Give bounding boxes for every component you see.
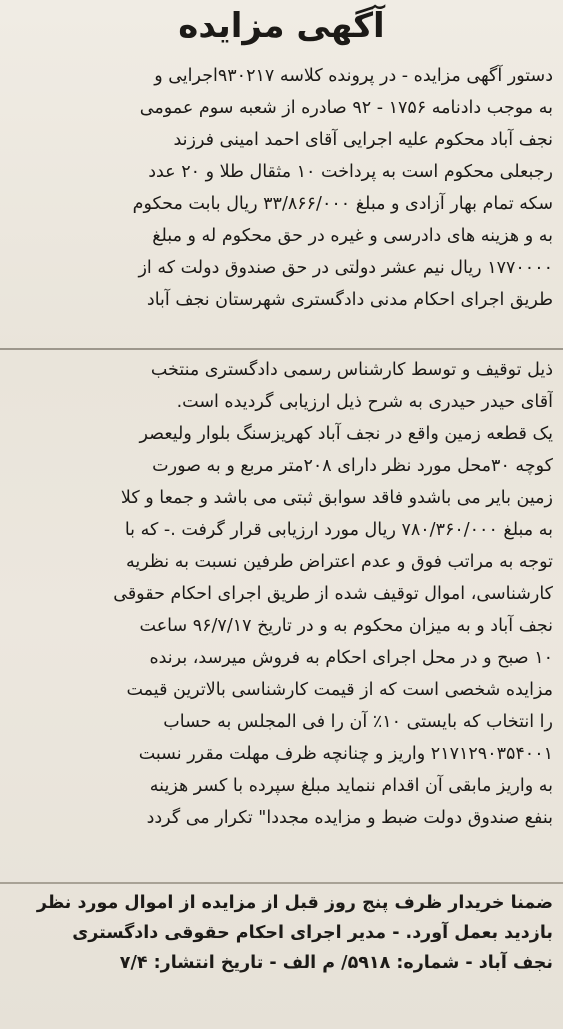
notice-body-part-2: [10, 354, 553, 834]
body-line: ۱۰ صبح و در محل اجرای احکام به فروش میرسد، برنده: [149, 648, 553, 668]
body-line: ۱۷۷۰۰۰۰ ریال نیم عشر دولتی در حق صندوق دولت که از: [138, 258, 553, 278]
body-line: به موجب دادنامه ۱۷۵۶ - ۹۲ صادره از شعبه سوم عمومی: [139, 98, 553, 118]
body-line: سکه تمام بهار آزادی و مبلغ ۳۳/۸۶۶/۰۰۰ ریال بابت محکوم: [132, 194, 553, 214]
body-line: را انتخاب که بایستی ۱۰٪ آن را فی المجلس به حساب: [163, 712, 553, 732]
body-line: توجه به مراتب فوق و عدم اعتراض طرفین نسبت به نظریه: [126, 552, 553, 572]
section-divider: [0, 348, 563, 350]
body-line: آقای حیدر حیدری به شرح ذیل ارزیابی گردیده است.: [176, 392, 553, 412]
body-line: کوچه ۳۰محل مورد نظر دارای ۲۰۸متر مربع و به صورت: [152, 456, 553, 476]
body-line: مزایده شخصی است که از قیمت کارشناسی بالاترین قیمت: [126, 680, 553, 700]
body-line: رجبعلی محکوم است به پرداخت ۱۰ مثقال طلا و ۲۰ عدد: [148, 162, 553, 182]
footer-line: ضمنا خریدار ظرف پنج روز قبل از مزایده از اموال مورد نظر: [36, 893, 553, 913]
body-line: زمین بایر می باشدو فاقد سوابق ثبتی می باشد و جمعا و کلا: [120, 488, 553, 508]
footer-line: بازدید بعمل آورد. - مدیر اجرای احکام حقوقی دادگستری: [72, 923, 553, 943]
body-line: کارشناسی، اموال توقیف شده از طریق اجرای احکام حقوقی: [113, 584, 553, 604]
body-line: طریق اجرای احکام مدنی دادگستری شهرستان نجف آباد: [146, 290, 553, 310]
notice-title: آگهی مزایده: [178, 6, 385, 46]
body-line: یک قطعه زمین واقع در نجف آباد کهریزسنگ بلوار ولیعصر: [139, 424, 553, 444]
body-line: به مبلغ ۷۸۰/۳۶۰/۰۰۰ ریال مورد ارزیابی قرار گرفت .- که با: [124, 520, 553, 540]
body-line: دستور آگهی مزایده - در پرونده کلاسه ۹۳۰۲۱۷اجرایی و: [154, 66, 553, 86]
body-line: ذیل توقیف و توسط کارشناس رسمی دادگستری منتخب: [150, 360, 553, 380]
notice-body-part-1: [10, 60, 553, 316]
notice-footer: [10, 888, 553, 978]
body-line: نجف آباد و به میزان محکوم به و در تاریخ ۹۶/۷/۱۷ ساعت: [139, 616, 553, 636]
body-line: به واریز مابقی آن اقدام ننماید مبلغ سپرده با کسر هزینه: [149, 776, 553, 796]
body-line: به و هزینه های دادرسی و غیره در حق محکوم له و مبلغ: [152, 226, 553, 246]
section-divider: [0, 882, 563, 884]
body-line: بنفع صندوق دولت ضبط و مزایده مجددا" تکرار می گردد: [146, 808, 553, 828]
footer-line: نجف آباد - شماره: ۵۹۱۸/ م الف - تاریخ انتشار: ۷/۴: [119, 953, 553, 973]
body-line: نجف آباد محکوم علیه اجرایی آقای احمد امینی فرزند: [173, 130, 553, 150]
body-line: ۲۱۷۱۲۹۰۳۵۴۰۰۱ واریز و چنانچه ظرف مهلت مقرر نسبت: [138, 744, 553, 764]
